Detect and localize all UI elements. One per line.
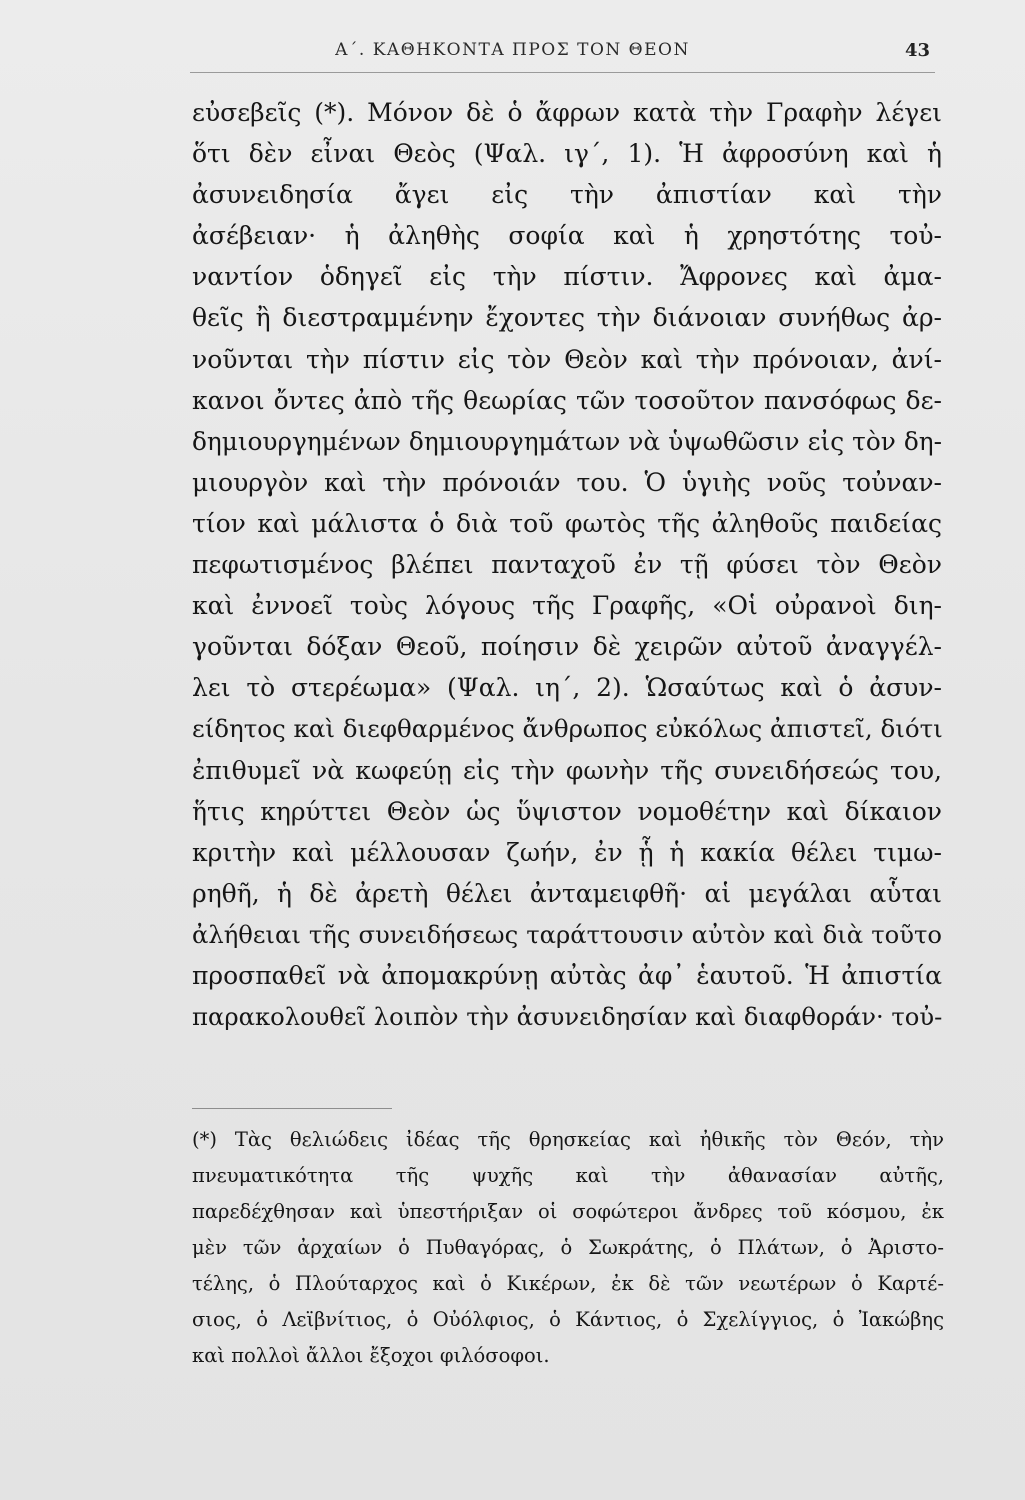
text-line: δημιουργημένων δημιουργημάτων νὰ ὑψωθῶσιν εἰς τὸν δη- <box>192 426 942 456</box>
text-line: είδητος καὶ διεφθαρμένος ἄνθρωπος εὐκόλως ἀπιστεῖ, διότι <box>192 714 943 744</box>
footnote-line: σιος, ὁ Λεϊβνίτιος, ὁ Οὐόλφιος, ὁ Κάντιος, ὁ Σχελίγγιος, ὁ Ἰακώβης <box>192 1308 944 1331</box>
text-line: ὅτι δὲν εἶναι Θεὸς (Ψαλ. ιγ΄, 1). Ἡ ἀφροσύνη καὶ ἡ <box>192 139 942 169</box>
text-line: γοῦνται δόξαν Θεοῦ, ποίησιν δὲ χειρῶν αὐτοῦ ἀναγγέλ- <box>192 632 942 662</box>
text-line: ἥτις κηρύττει Θεὸν ὡς ὕψιστον νομοθέτην καὶ δίκαιον <box>192 796 942 826</box>
footnote-line: καὶ πολλοὶ ἄλλοι ἔξοχοι φιλόσοφοι. <box>192 1344 550 1367</box>
text-line: καὶ ἐννοεῖ τοὺς λόγους τῆς Γραφῆς, «Οἱ οὐρανοὶ διη- <box>192 591 942 621</box>
footnote-rule <box>192 1108 392 1109</box>
footnote <box>192 1122 944 1374</box>
text-line: τίον καὶ μάλιστα ὁ διὰ τοῦ φωτὸς τῆς ἀληθοῦς παιδείας <box>192 508 942 538</box>
text-line: θεῖς ἢ διεστραμμένην ἔχοντες τὴν διάνοιαν συνήθως ἀρ- <box>192 303 942 333</box>
text-line: ἀσυνειδησία ἄγει εἰς τὴν ἀπιστίαν καὶ τὴν <box>192 180 942 210</box>
text-line: ναντίον ὁδηγεῖ εἰς τὴν πίστιν. Ἄφρονες καὶ ἀμα- <box>192 262 942 292</box>
footnote-line: τέλης, ὁ Πλούταρχος καὶ ὁ Κικέρων, ἐκ δὲ τῶν νεωτέρων ὁ Καρτέ- <box>192 1272 944 1295</box>
text-line: νοῦνται τὴν πίστιν εἰς τὸν Θεὸν καὶ τὴν πρόνοιαν, ἀνί- <box>192 344 942 374</box>
footnote-line: (*) Τὰς θελιώδεις ἰδέας τῆς θρησκείας καὶ ἠθικῆς τὸν Θεόν, τὴν <box>192 1128 944 1151</box>
text-line: μιουργὸν καὶ τὴν πρόνοιάν του. Ὁ ὑγιὴς νοῦς τοὐναν- <box>192 467 942 497</box>
text-line: λει τὸ στερέωμα» (Ψαλ. ιη΄, 2). Ὡσαύτως καὶ ὁ ἀσυν- <box>192 673 942 703</box>
text-line: προσπαθεῖ νὰ ἀπομακρύνῃ αὐτὰς ἀφ᾽ ἑαυτοῦ. Ἡ ἀπιστία <box>192 960 942 990</box>
text-line: ρηθῆ, ἡ δὲ ἀρετὴ θέλει ἀνταμειφθῆ· αἱ μεγάλαι αὗται <box>192 878 942 908</box>
text-line: πεφωτισμένος βλέπει πανταχοῦ ἐν τῇ φύσει τὸν Θεὸν <box>192 550 942 580</box>
text-line: κριτὴν καὶ μέλλουσαν ζωήν, ἐν ᾗ ἡ κακία θέλει τιμω- <box>192 837 942 867</box>
text-line: ἀλήθειαι τῆς συνειδήσεως ταράττουσιν αὐτὸν καὶ διὰ τοῦτο <box>192 919 942 949</box>
page-number: 43 <box>904 40 930 61</box>
footnote-line: μὲν τῶν ἀρχαίων ὁ Πυθαγόρας, ὁ Σωκράτης, ὁ Πλάτων, ὁ Ἀριστο- <box>192 1236 944 1259</box>
footnote-line: πνευματικότητα τῆς ψυχῆς καὶ τὴν ἀθανασίαν αὐτῆς, <box>192 1164 944 1187</box>
text-line: παρακολουθεῖ λοιπὸν τὴν ἀσυνειδησίαν καὶ διαφθοράν· τοὐ- <box>192 1002 943 1032</box>
header-rule <box>190 72 935 73</box>
text-line: κανοι ὄντες ἀπὸ τῆς θεωρίας τῶν τοσοῦτον πανσόφως δε- <box>192 385 942 415</box>
footnote-line: παρεδέχθησαν καὶ ὑπεστήριξαν οἱ σοφώτεροι ἄνδρες τοῦ κόσμου, ἐκ <box>192 1200 944 1223</box>
text-line: ἐπιθυμεῖ νὰ κωφεύῃ εἰς τὴν φωνὴν τῆς συνειδήσεώς του, <box>192 755 942 785</box>
main-text <box>192 92 942 1037</box>
text-line: ἀσέβειαν· ἡ ἀληθὴς σοφία καὶ ἡ χρηστότης τοὐ- <box>192 221 942 251</box>
text-line: εὐσεβεῖς (*). Μόνον δὲ ὁ ἄφρων κατὰ τὴν Γραφὴν λέγει <box>192 98 942 127</box>
running-header: Α΄. ΚΑΘΗΚΟΝΤΑ ΠΡΟΣ ΤΟΝ ΘΕΟΝ <box>335 40 690 60</box>
